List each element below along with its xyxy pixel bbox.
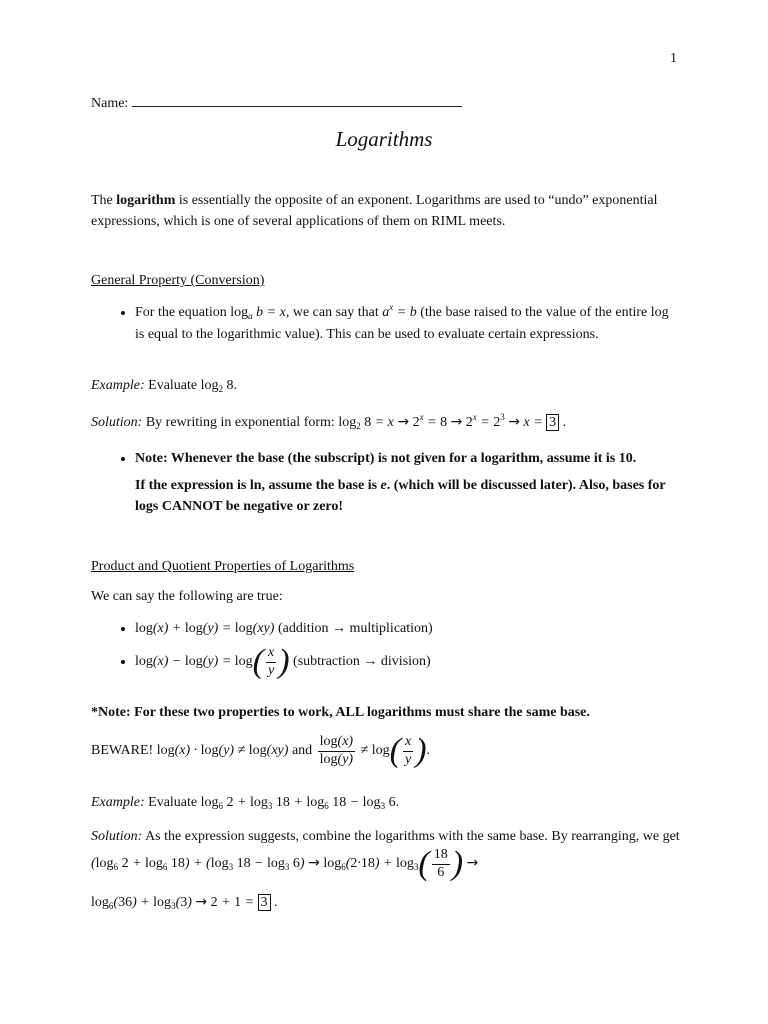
quotient-property: log(x) − log(y) = log( $\frac{x}{y}$ ) <box>135 643 290 680</box>
list-item: • log(x) − log(y) = log( $\frac{x}{y}$ ) (subtraction → division) <box>135 645 681 679</box>
page-title: Logarithms <box>335 127 433 151</box>
section-heading-general-property: General Property (Conversion) <box>91 273 265 288</box>
beware-product: log(x) · log(y) ≠ log(xy) <box>156 743 289 759</box>
list-item: • log(x) + log(y) = log(xy) (addition → multiplication) <box>135 618 681 639</box>
solution-2-steps: $\log_6(36) + \log_3(3) \to 2 + 1$ = <box>91 894 258 911</box>
log-equation: $\log_a b = x$ <box>230 305 286 321</box>
exponent-equation: $a^x = b$ <box>382 302 417 320</box>
name-blank-line[interactable] <box>132 94 462 107</box>
example-1-expression: $\log_2 8$ <box>200 378 234 394</box>
base-note-list <box>91 448 681 517</box>
name-field <box>91 93 462 114</box>
product-property: log(x) + log(y) = log(xy) <box>135 621 275 636</box>
list-item: • Note: Whenever the base (the subscript) is not given for a logarithm, assume it is 10. <box>135 448 681 469</box>
solution-2-rearranged: ($\log_6$ $2 + \log_6 18) + (\log_3$ $18 - \log_3 6) \to \log_6(2\cdot 18) + \log_3$( $\frac{18}{6}$ ) → <box>91 845 479 882</box>
section-heading-product-quotient: Product and Quotient Properties of Logarithms <box>91 559 355 574</box>
beware-line: BEWARE! log(x) · log(y) ≠ log(xy) and $\frac{\log(x)}{\log(y)}$ ≠ log( $\frac{x}{y}$ ). <box>91 732 431 769</box>
same-base-note: *Note: For these two properties to work, ALL logarithms must share the same base. <box>91 705 590 720</box>
solution-2-answer: 3 <box>258 894 271 911</box>
solution-2: Solution: As the expression suggests, combine the logarithms with the same base. By rearranging, we get ($\log_6$ $2 + \log_6 18) + (\log_3$ $18 - \log_3 6) \to \log_6(2\cdot 18) + \log_3$( $\frac{18}{6}$ ) → <box>91 829 680 882</box>
example-1: Example: Evaluate $\log_2 8$. <box>91 378 238 394</box>
list-item: • For the equation $\log_a b = x$, we can say that $a^x = b$ (the base raised to the value of the entire log is equal to the logarithmic value). This can be used to evaluate certain expressions. <box>135 302 681 345</box>
beware-quotient: $\frac{\log(x)}{\log(y)}$ ≠ log( $\frac{x}{y}$ ) <box>319 732 427 769</box>
solution-1-answer: 3 <box>546 414 559 431</box>
example-2: Example: Evaluate $\log_6 2 + \log_3 18 + \log_6 18 - \log_3 6$. <box>91 795 400 811</box>
logarithm-term: logarithm <box>116 193 176 208</box>
properties-list <box>91 618 681 685</box>
page-number: 1 <box>670 51 677 66</box>
general-property-list <box>91 302 681 351</box>
intro-paragraph: The logarithm is essentially the opposite of an exponent. Logarithms are used to “undo” exponential expressions, which is one of several applications of them on RIML meets. <box>91 193 658 229</box>
solution-1-steps: $\log_2 8 = x \to 2^x = 8 \to 2^x = 2^3 \to x$ = <box>338 412 547 431</box>
base-note-continued: If the expression is ln, assume the base is e. (which will be discussed later). Also, bases for logs CANNOT be negative or zero! <box>135 478 666 514</box>
example-2-expression: $\log_6 2 + \log_3 18 + \log_6 18 - \log_3 6$ <box>200 795 396 811</box>
name-label: Name: <box>91 96 129 111</box>
solution-2-final: $\log_6(36) + \log_3(3) \to 2 + 1 = 3$ . <box>91 894 278 911</box>
properties-lead: We can say the following are true: <box>91 589 283 604</box>
solution-1: Solution: By rewriting in exponential form: $\log_2 8 = x \to 2^x = 8 \to 2^x = 2^3 \to x = 3$ . <box>91 412 567 431</box>
